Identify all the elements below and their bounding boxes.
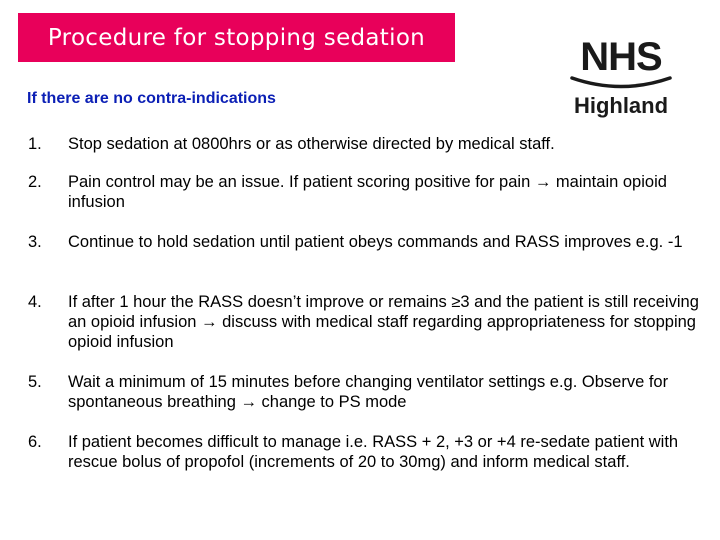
- item-text: Wait a minimum of 15 minutes before changing ventilator settings e.g. Observe for spontaneous breathing → change to PS mode: [68, 373, 669, 411]
- item-text: Pain control may be an issue. If patient scoring positive for pain → maintain opioid infusion: [68, 173, 667, 211]
- item-text: Continue to hold sedation until patient obeys commands and RASS improves e.g. -1: [68, 233, 683, 251]
- item-number: 2.: [28, 173, 42, 191]
- item-number: 3.: [28, 233, 42, 251]
- item-text: If patient becomes difficult to manage i.e. RASS + 2, +3 or +4 re-sedate patient with rescue bolus of propofol (increments of 20 to 30mg) and inform medical staff.: [68, 433, 679, 471]
- subtitle: If there are no contra-indications: [27, 90, 276, 107]
- item-number: 4.: [28, 293, 42, 311]
- logo-region-text: Highland: [573, 93, 669, 118]
- item-number: 6.: [28, 433, 42, 451]
- item-text: If after 1 hour the RASS doesn’t improve or remains ≥3 and the patient is still receiving an opioid infusion → discuss with medical staff regarding appropriateness for stopping opioid infusion: [68, 293, 699, 351]
- logo-nhs-text: NHS: [580, 35, 662, 79]
- page-title: Procedure for stopping sedation: [47, 24, 426, 51]
- item-number: 1.: [28, 135, 42, 153]
- logo-swoosh-icon: [570, 75, 672, 93]
- item-number: 5.: [28, 373, 42, 391]
- title-banner: [18, 13, 455, 62]
- item-text: Stop sedation at 0800hrs or as otherwise directed by medical staff.: [68, 135, 555, 153]
- nhs-highland-logo: [566, 35, 676, 125]
